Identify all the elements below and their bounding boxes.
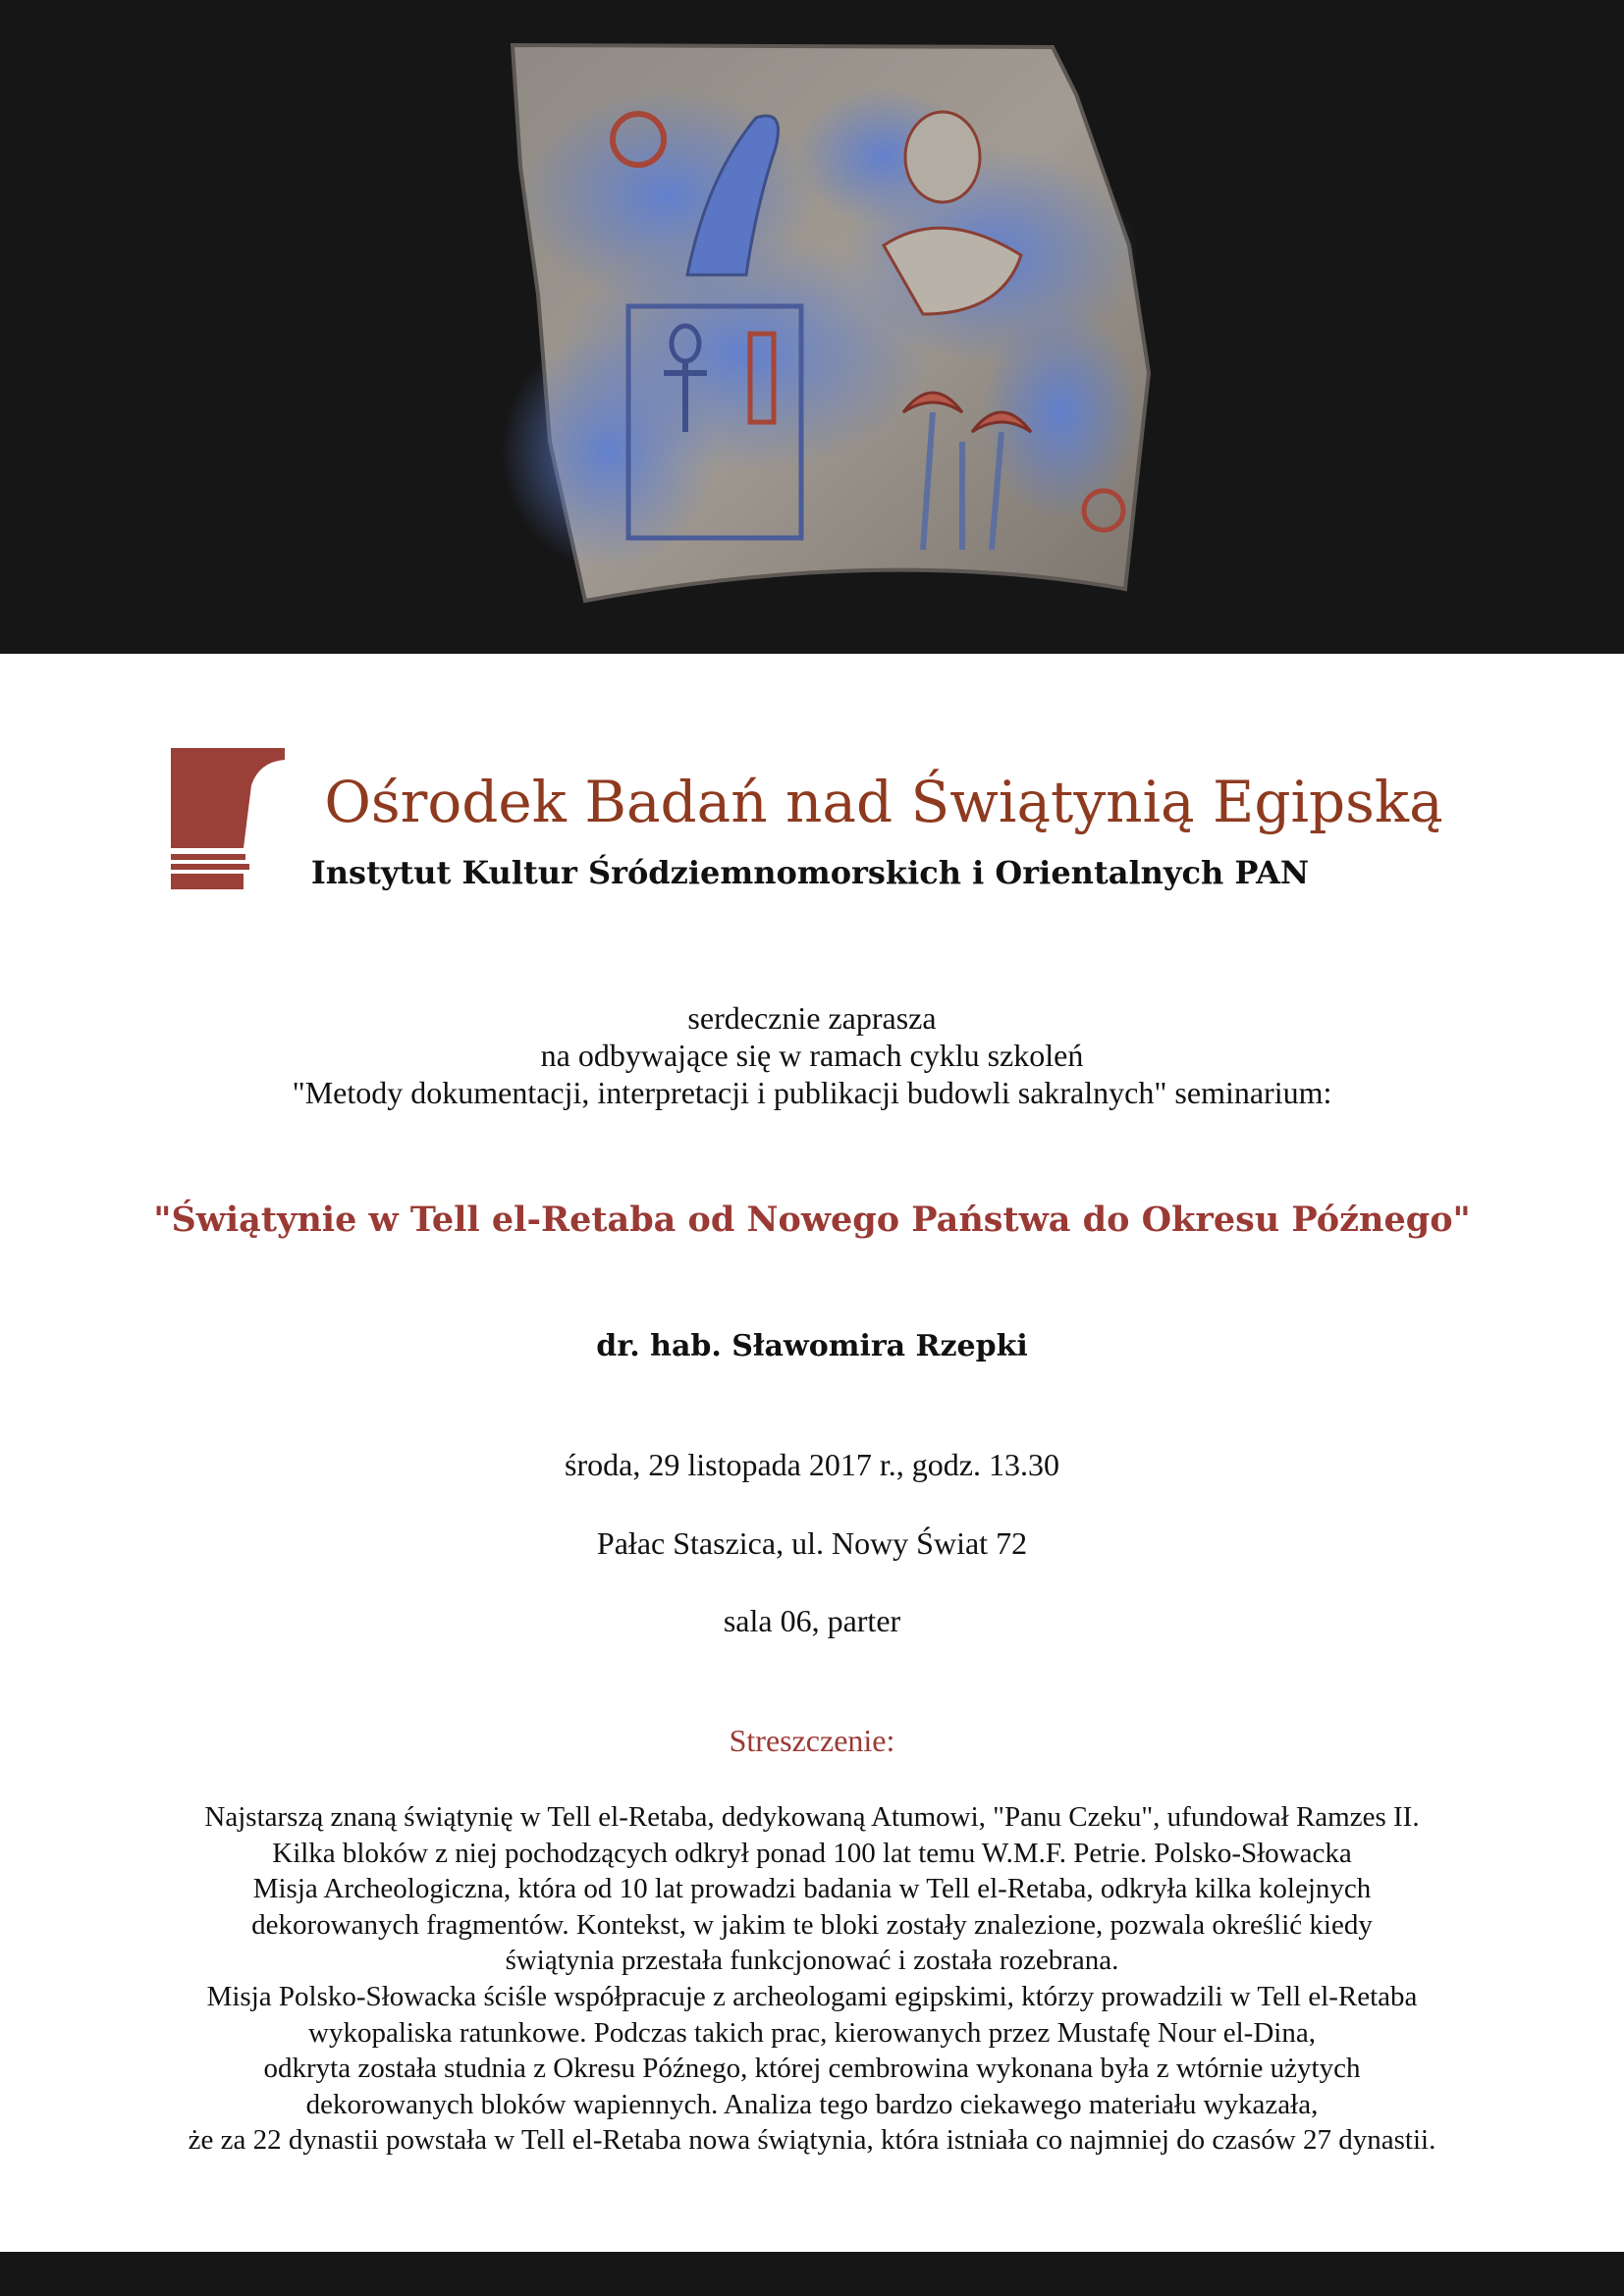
egyptian-relief-fragment-icon: [0, 0, 1624, 654]
invitation-text: [0, 999, 1624, 1111]
abstract-line: Kilka bloków z niej pochodzących odkrył ponad 100 lat temu W.M.F. Petrie. Polsko-Słowacka: [272, 1837, 1352, 1869]
abstract-line: świątynia przestała funkcjonować i została rozebrana.: [505, 1945, 1119, 1977]
event-place: Pałac Staszica, ul. Nowy Świat 72: [596, 1525, 1028, 1561]
invitation-line: serdecznie zaprasza: [687, 1000, 937, 1036]
abstract-line: że za 22 dynastii powstała w Tell el-Retaba nowa świątynia, która istniała co najmniej do czasów 27 dynastii.: [188, 2124, 1436, 2157]
event-room: sala 06, parter: [723, 1603, 901, 1638]
event-date: środa, 29 listopada 2017 r., godz. 13.30: [565, 1447, 1059, 1482]
abstract-line: wykopaliska ratunkowe. Podczas takich prac, kierowanych przez Mustafę Nour el-Dina,: [308, 2016, 1316, 2049]
abstract-line: Misja Archeologiczna, która od 10 lat prowadzi badania w Tell el-Retaba, odkryła kilka kolejnych: [252, 1873, 1372, 1905]
column-capital-icon: [169, 746, 287, 891]
organization-name: Ośrodek Badań nad Świątynią Egipską: [324, 769, 1443, 835]
abstract-text: [0, 1799, 1624, 2159]
hero-banner: [0, 0, 1624, 654]
footer-bar: [0, 2252, 1624, 2296]
abstract-line: Misja Polsko-Słowacka ściśle współpracuje z archeologami egipskimi, którzy prowadzili w Tell el-Retaba: [206, 1980, 1418, 2012]
invitation-line: "Metody dokumentacji, interpretacji i publikacji budowli sakralnych" seminarium:: [292, 1075, 1332, 1110]
speaker-name: dr. hab. Sławomira Rzepki: [596, 1329, 1028, 1363]
institute-name: Instytut Kultur Śródziemnomorskich i Orientalnych PAN: [310, 854, 1310, 891]
abstract-line: odkryta została studnia z Okresu Późnego, której cembrowina wykonana była z wtórnie użytych: [263, 2053, 1361, 2085]
abstract-heading: Streszczenie:: [729, 1723, 895, 1758]
seminar-title: "Świątynie w Tell el-Retaba od Nowego Państwa do Okresu Późnego": [153, 1200, 1471, 1240]
abstract-line: dekorowanych fragmentów. Kontekst, w jakim te bloki zostały znalezione, pozwala określić kiedy: [251, 1908, 1373, 1941]
abstract-line: dekorowanych bloków wapiennych. Analiza tego bardzo ciekawego materiału wykazała,: [305, 2088, 1319, 2120]
abstract-line: Najstarszą znaną świątynię w Tell el-Retaba, dedykowaną Atumowi, "Panu Czeku", ufundował Ramzes II.: [204, 1801, 1420, 1833]
invitation-line: na odbywające się w ramach cyklu szkoleń: [540, 1038, 1084, 1073]
